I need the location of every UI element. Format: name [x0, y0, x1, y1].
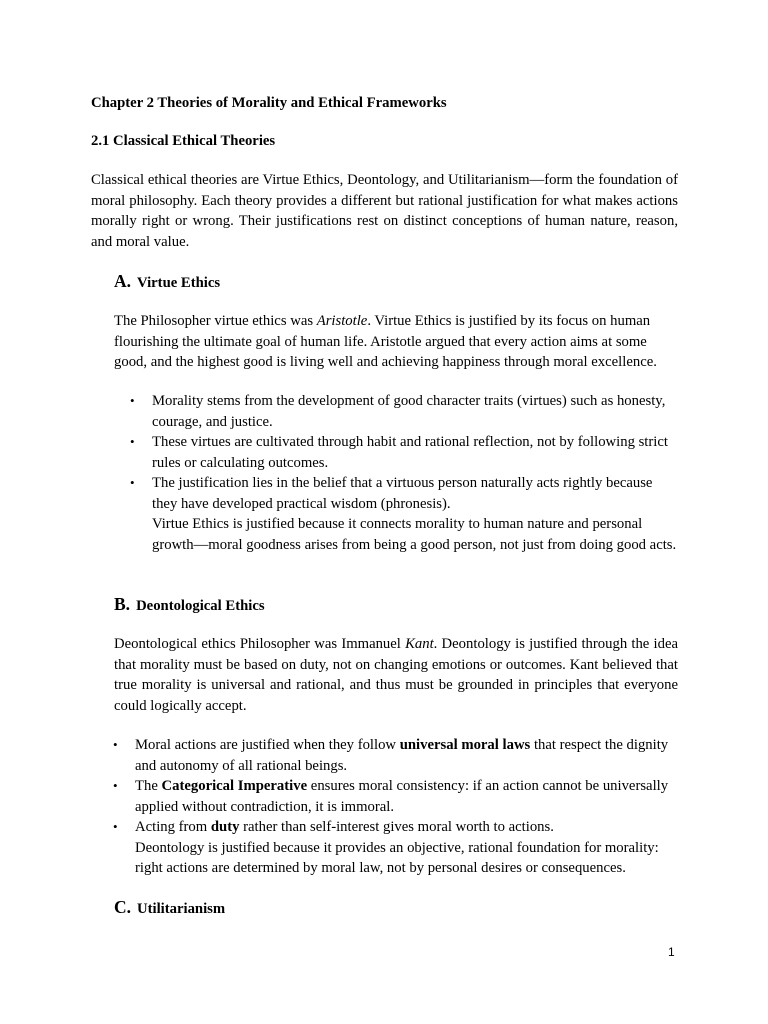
page-number: 1 — [668, 945, 675, 959]
bullet-text: These virtues are cultivated through habit and rational reflection, not by following strict rules or calculating outcomes. — [152, 434, 668, 471]
heading-letter: B. — [114, 594, 131, 614]
bullet-continuation: Deontology is justified because it provides an objective, rational foundation for morality: right actions are determined by moral law, not by personal desires or consequences. — [135, 839, 659, 876]
bullet-emphasis: duty — [210, 819, 240, 835]
virtue-para-rest: . Virtue Ethics is justified by its focus on human flourishing the ultimate goal of human life. Aristotle argued that every action aims at some good, and the highest good is living well and achieving happiness through moral excellence. — [114, 313, 657, 370]
bullet-text: Morality stems from the development of good character traits (virtues) such as honesty, courage, and justice. — [152, 393, 666, 430]
virtue-philosopher-name: Aristotle — [316, 313, 368, 329]
list-item — [130, 473, 678, 555]
deontology-para-rest: . Deontology is justified through the idea that morality must be based on duty, not on changing emotions or outcomes. Kant believed that true morality is universal and rational, and thus must be grounded in principles that everyone could logically accept. — [114, 636, 678, 714]
bullet-text: The — [135, 778, 162, 794]
bullet-emphasis: universal moral laws — [399, 737, 531, 753]
heading-text: Utilitarianism — [137, 901, 226, 917]
deontology-para-prefix: Deontological ethics Philosopher was Immanuel — [114, 636, 406, 652]
bullet-text: Acting from — [135, 819, 211, 835]
virtue-bullet-list — [130, 391, 678, 555]
bullet-glyph: • — [113, 778, 118, 793]
intro-paragraph: Classical ethical theories are Virtue Ethics, Deontology, and Utilitarianism—form the foundation of moral philosophy. Each theory provides a different but rational justification for what makes actions morally right or wrong. Their justifications rest on distinct conceptions of human nature, reason, and moral value. — [91, 172, 678, 250]
bullet-glyph: • — [113, 819, 118, 834]
virtue-ethics-paragraph — [114, 311, 678, 373]
deontology-paragraph — [114, 634, 678, 716]
bullet-text: ensures moral consistency: if an action cannot be universally applied without contradiction, it is immoral. — [135, 778, 669, 815]
bullet-emphasis: Categorical Imperative — [161, 778, 308, 794]
bullet-text: The justification lies in the belief that a virtuous person naturally acts rightly because they have developed practical wisdom (phronesis). — [152, 475, 653, 512]
list-item — [113, 817, 678, 879]
heading-text: Deontological Ethics — [136, 598, 265, 614]
heading-letter: C. — [114, 897, 132, 917]
heading-deontological-ethics — [114, 594, 674, 617]
deontology-bullet-list — [113, 735, 678, 879]
bullet-continuation: Virtue Ethics is justified because it connects morality to human nature and personal growth—moral goodness arises from being a good person, not just from doing good acts. — [152, 516, 677, 553]
list-item — [113, 735, 678, 776]
bullet-glyph: • — [130, 434, 135, 449]
list-item — [113, 776, 678, 817]
bullet-text: that respect the dignity and autonomy of all rational beings. — [135, 737, 669, 774]
bullet-text: rather than self-interest gives moral worth to actions. — [239, 819, 554, 835]
heading-virtue-ethics — [114, 271, 674, 294]
heading-utilitarianism — [114, 897, 674, 920]
deontology-philosopher-name: Kant — [405, 636, 434, 652]
list-item — [130, 391, 678, 432]
bullet-text: Moral actions are justified when they follow — [135, 737, 400, 753]
bullet-glyph: • — [130, 475, 135, 490]
virtue-para-prefix: The Philosopher virtue ethics was — [114, 313, 317, 329]
list-item — [130, 432, 678, 473]
bullet-glyph: • — [130, 393, 135, 408]
section-title: 2.1 Classical Ethical Theories — [91, 133, 276, 149]
chapter-title: Chapter 2 Theories of Morality and Ethical Frameworks — [91, 95, 447, 111]
heading-text: Virtue Ethics — [137, 275, 221, 291]
heading-letter: A. — [114, 271, 132, 291]
bullet-glyph: • — [113, 737, 118, 752]
